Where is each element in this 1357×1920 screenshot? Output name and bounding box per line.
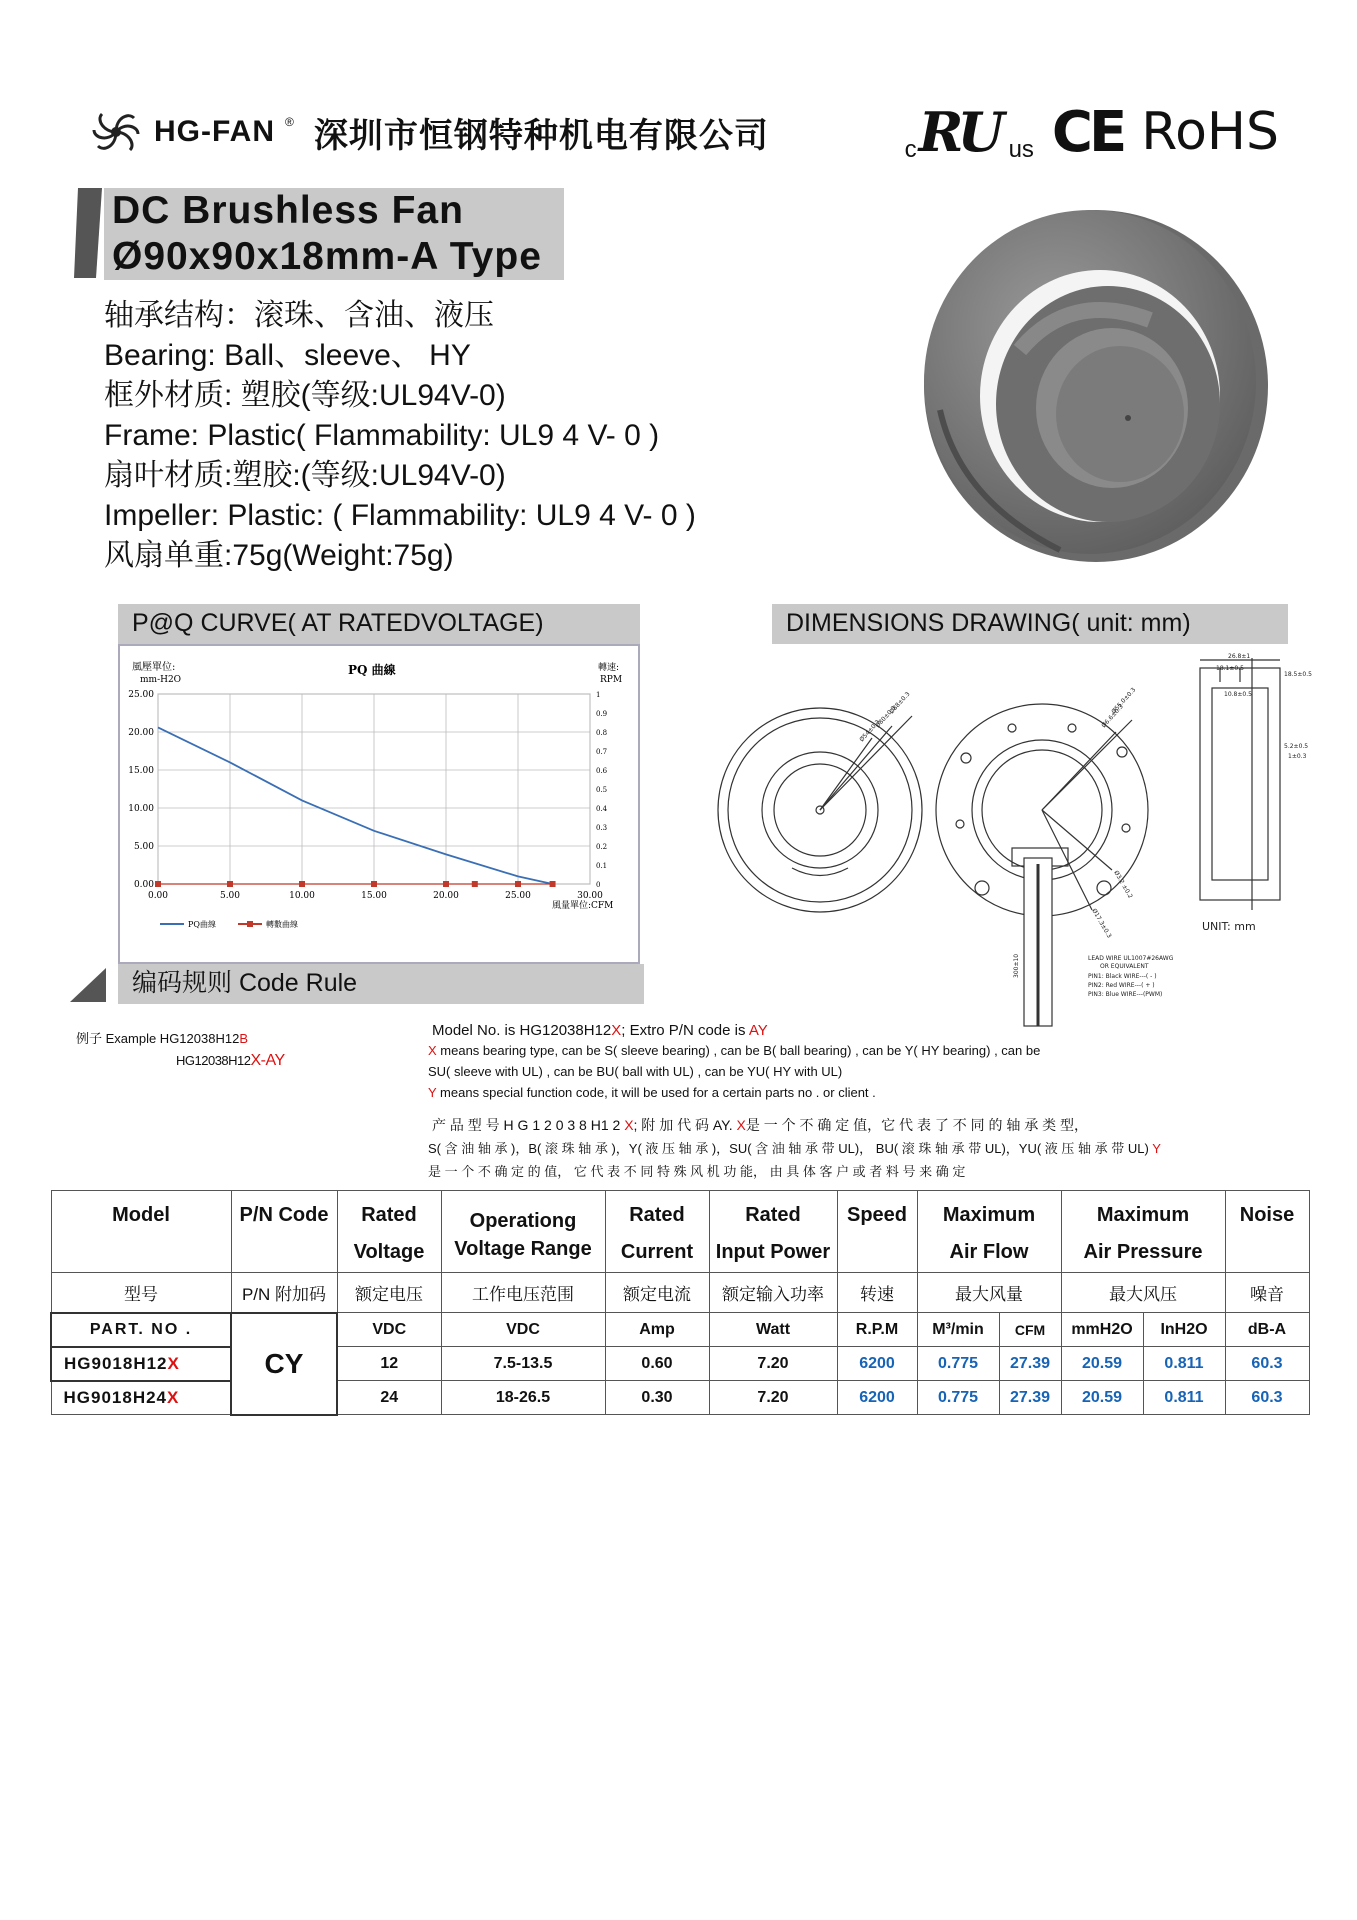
spec-bearing-cn: 轴承结构：滚珠、含油、液压: [104, 299, 494, 332]
ul-cert-icon: [905, 100, 1034, 164]
unit-vdc-range: VDC: [441, 1313, 605, 1347]
chart-y2tick-label: 0.3: [596, 824, 608, 832]
th-noise: Noise: [1225, 1191, 1309, 1273]
chart-ylabel-right: 轉速:: [598, 663, 620, 673]
cn-noise: 噪音: [1225, 1273, 1309, 1313]
example-x: B: [239, 1031, 248, 1046]
chart-ytick-label: 5.00: [133, 842, 154, 852]
cell-rpm: 6200: [837, 1347, 917, 1381]
chart-y2tick-label: 0.5: [596, 786, 608, 794]
chart-y2tick-label: 0.1: [596, 862, 608, 870]
unit-dba: dB-A: [1225, 1313, 1309, 1347]
cell-m3: 0.775: [917, 1381, 999, 1415]
th-rated-power: Rated Input Power: [709, 1191, 837, 1273]
table-cn-row: [51, 1273, 1309, 1313]
rpm-curve-point: [299, 881, 305, 887]
cn1d: 是 一 个 不 确 定 值，它 代 表 了 不 同 的 轴 承 类 型，: [745, 1117, 1089, 1133]
pn-code-cell: CY: [231, 1313, 337, 1415]
chart-y2tick-label: 0.9: [596, 710, 608, 718]
cell-inh2o: 0.811: [1143, 1347, 1225, 1381]
cell-cfm: 27.39: [999, 1347, 1061, 1381]
spec-impeller-cn: 扇叶材质:塑胶:(等级:UL94V-0): [104, 459, 506, 492]
dim-lead-length: 300±10: [1013, 953, 1020, 978]
th-model: Model: [51, 1191, 231, 1273]
chart-ytick-label: 25.00: [128, 690, 154, 700]
brand-header: [88, 100, 769, 164]
legend-marker-rpm: [247, 921, 253, 927]
th-max-airflow: Maximum Air Flow: [917, 1191, 1061, 1273]
spec-weight: 风扇单重:75g(Weight:75g): [104, 539, 454, 572]
cell-mmh2o: 20.59: [1061, 1381, 1143, 1415]
dim-top3: 10.8±0.5: [1224, 691, 1252, 698]
unit-mmh2o: mmH2O: [1061, 1313, 1143, 1347]
chart-xtick-label: 15.00: [361, 891, 387, 901]
cell-current: 0.60: [605, 1347, 709, 1381]
fan-product-image: [900, 200, 1280, 580]
unit-cfm: CFM: [999, 1313, 1061, 1347]
pq-curve-line: [158, 727, 553, 884]
lead-wire-equiv: OR EQUIVALENT: [1100, 963, 1149, 970]
th-operating-range: Operationg Voltage Range: [441, 1191, 605, 1273]
unit-part-no: PART. NO .: [51, 1313, 231, 1347]
cell-power: 7.20: [709, 1381, 837, 1415]
code-rule-triangle-icon: [70, 968, 106, 1002]
th-rated-voltage: Rated Voltage: [337, 1191, 441, 1273]
company-name: 深圳市恒钢特种机电有限公司: [313, 116, 769, 155]
pin3-spec: PIN3: Blue WIRE---(PWM): [1088, 991, 1163, 998]
spec-frame-cn: 框外材质: 塑胶(等级:UL94V-0): [104, 379, 506, 412]
dim-unit-label: UNIT: mm: [1202, 920, 1256, 933]
title-stripe-icon: [70, 188, 102, 278]
pin2-spec: PIN2: Red WIRE---( + ): [1088, 982, 1155, 989]
code-rule-header: 编码规则 Code Rule: [118, 964, 644, 1004]
cn-rated-current: 额定电流: [605, 1273, 709, 1313]
certification-marks: [905, 100, 1279, 164]
pq-chart: [120, 646, 638, 962]
code-example-2: [176, 1052, 285, 1070]
x-desc-line-2: SU( sleeve with UL) , can be BU( ball with UL) , can be YU( HY with UL): [428, 1064, 843, 1079]
part-number: HG9018H12X: [51, 1347, 231, 1381]
cell-dba: 60.3: [1225, 1347, 1309, 1381]
chart-ytick-label: 10.00: [128, 804, 154, 814]
brand-name: HG-FAN: [154, 115, 275, 148]
chart-ylabel-left-unit: mm-H2O: [140, 675, 182, 685]
ul-us: us: [1008, 136, 1034, 163]
y-desc: means special function code, it will be used for a certain parts no . or client .: [436, 1085, 876, 1100]
chart-xtick-label: 20.00: [433, 891, 459, 901]
spec-list: [104, 296, 696, 576]
spec-impeller-en: Impeller: Plastic: ( Flammability: UL9 4 V- 0 ): [104, 499, 696, 532]
cell-inh2o: 0.811: [1143, 1381, 1225, 1415]
chart-xtick-label: 25.00: [505, 891, 531, 901]
chart-xtick-label: 10.00: [289, 891, 315, 901]
cell-current: 0.30: [605, 1381, 709, 1415]
model-line-ay: AY: [748, 1022, 768, 1039]
dim-d7: Ø17.3±0.3: [1090, 907, 1113, 940]
cell-range: 18-26.5: [441, 1381, 605, 1415]
x-desc: means bearing type, can be S( sleeve bearing) , can be B( ball bearing) , can be Y( HY bearing) , can be: [436, 1043, 1041, 1058]
cn-model: 型号: [51, 1273, 231, 1313]
lead-wire-spec: LEAD WIRE UL1007#26AWG: [1088, 955, 1174, 962]
chart-xtick-label: 5.00: [219, 891, 241, 901]
chart-xlabel: 風量單位:CFM: [552, 901, 614, 911]
dimensions-header: DIMENSIONS DRAWING( unit: mm): [772, 604, 1288, 644]
cell-power: 7.20: [709, 1347, 837, 1381]
cell-range: 7.5-13.5: [441, 1347, 605, 1381]
cn-rule-line-2: [428, 1138, 1161, 1157]
spec-bearing-en: Bearing: Ball、sleeve、 HY: [104, 339, 471, 372]
chart-y2tick-label: 0.2: [596, 843, 608, 851]
th-speed: Speed: [837, 1191, 917, 1273]
dim-d4: Ø55.0±0.3: [1110, 686, 1138, 716]
cn-rated-voltage: 额定电压: [337, 1273, 441, 1313]
cn-airflow: 最大风量: [917, 1273, 1061, 1313]
chart-y2tick-label: 0.7: [596, 748, 608, 756]
table-header-row: [51, 1191, 1309, 1273]
cn2: S( 含 油 轴 承 )，B( 滚 珠 轴 承 )，Y( 液 压 轴 承 )，SU( 含 油 轴 承 带 UL)， BU( 滚 珠 轴 承 带 UL)，YU( 液 压 轴 承 带 UL): [428, 1141, 1153, 1156]
spec-frame-en: Frame: Plastic( Flammability: UL9 4 V- 0 ): [104, 419, 660, 452]
th-pn-code: P/N Code: [231, 1191, 337, 1273]
ul-c: c: [904, 136, 917, 163]
chart-ylabel-left: 風壓單位:: [132, 662, 176, 673]
unit-m3min: M³/min: [917, 1313, 999, 1347]
cell-cfm: 27.39: [999, 1381, 1061, 1415]
chart-y2tick-label: 0: [596, 881, 601, 889]
chart-y2tick-label: 0.8: [596, 729, 608, 737]
dim-d6: Ø3.2 ±0.2: [1112, 869, 1134, 900]
th-rated-current: Rated Current: [605, 1191, 709, 1273]
cn-rule-line-1: [432, 1115, 1088, 1135]
x-letter: X: [428, 1043, 437, 1058]
unit-watt: Watt: [709, 1313, 837, 1347]
cell-mmh2o: 20.59: [1061, 1347, 1143, 1381]
chart-ytick-label: 0.00: [133, 880, 154, 890]
registered-mark: ®: [285, 115, 294, 129]
ul-ru: RU: [918, 100, 999, 164]
chart-xtick-label: 30.00: [577, 891, 603, 901]
chart-legend: [160, 919, 298, 929]
unit-amp: Amp: [605, 1313, 709, 1347]
cn-pressure: 最大风压: [1061, 1273, 1225, 1313]
unit-vdc-rated: VDC: [337, 1313, 441, 1347]
legend-label-rpm: 轉數曲線: [266, 920, 298, 929]
x-desc-line: [428, 1043, 1040, 1058]
model-line-a: Model No. is HG12038H12: [432, 1022, 612, 1039]
pin1-spec: PIN1: Black WIRE---( - ): [1088, 973, 1157, 980]
model-line-b: ; Extro P/N code is: [621, 1022, 749, 1039]
cell-dba: 60.3: [1225, 1381, 1309, 1415]
rpm-curve-point: [227, 881, 233, 887]
cell-voltage: 24: [337, 1381, 441, 1415]
y-letter: Y: [428, 1085, 437, 1100]
dim-top1: 26.8±1: [1228, 653, 1251, 660]
cell-m3: 0.775: [917, 1347, 999, 1381]
chart-title: PQ 曲線: [348, 663, 396, 677]
dim-d1: Ø88±0.3: [888, 690, 912, 716]
rpm-curve-point: [515, 881, 521, 887]
cn1b: ; 附 加 代 码 AY.: [633, 1117, 737, 1133]
table-unit-row: [51, 1313, 1309, 1347]
rpm-curve-point: [550, 881, 556, 887]
model-line-x: X: [611, 1022, 622, 1039]
cn-rule-line-3: 是 一 个 不 确 定 的 值， 它 代 表 不 同 特 殊 风 机 功 能， 由 具 体 客 户 或 者 料 号 来 确 定: [428, 1164, 966, 1179]
y-desc-line: [428, 1085, 876, 1100]
chart-y2tick-label: 1: [596, 691, 601, 699]
unit-rpm: R.P.M: [837, 1313, 917, 1347]
dim-d2: Ø80±0.3: [874, 704, 898, 730]
cn-speed: 转速: [837, 1273, 917, 1313]
example2-suffix: X-AY: [250, 1052, 285, 1069]
rpm-curve-point: [443, 881, 449, 887]
title-line-1: DC Brushless Fan: [112, 189, 464, 232]
cn-pn: P/N 附加码: [231, 1273, 337, 1313]
rpm-curve-point: [472, 881, 478, 887]
dim-top2: 18.1±0.5: [1216, 665, 1244, 672]
chart-y2tick-label: 0.6: [596, 767, 608, 775]
code-example-1: [76, 1028, 248, 1047]
pq-curve-header: P@Q CURVE( AT RATEDVOLTAGE): [118, 604, 640, 644]
rpm-curve-point: [371, 881, 377, 887]
chart-ytick-label: 20.00: [128, 728, 154, 738]
part-number: HG9018H24X: [51, 1381, 231, 1415]
dim-d3: Ø54±0.3: [858, 718, 882, 744]
model-line: [432, 1022, 768, 1039]
rpm-curve-point: [155, 881, 161, 887]
cn1x: X: [624, 1117, 634, 1133]
spec-table: [50, 1190, 1310, 1416]
ce-mark: CE: [1051, 99, 1124, 165]
chart-y2tick-label: 0.4: [596, 805, 608, 813]
unit-inh2o: InH2O: [1143, 1313, 1225, 1347]
cell-voltage: 12: [337, 1347, 441, 1381]
legend-label-pq: PQ曲線: [188, 920, 216, 929]
title-line-2: Ø90x90x18mm-A Type: [112, 235, 542, 278]
chart-xtick-label: 0.00: [147, 891, 169, 901]
dim-d5: Ø6.6±0.3: [1100, 703, 1125, 730]
example-prefix: 例子 Example HG12038H12: [76, 1031, 240, 1046]
pq-chart-frame: [118, 644, 640, 964]
chart-ylabel-right-unit: RPM: [600, 675, 623, 685]
cell-rpm: 6200: [837, 1381, 917, 1415]
hgfan-logo-icon: [88, 104, 144, 160]
cn-rated-power: 额定输入功率: [709, 1273, 837, 1313]
cn1a: 产 品 型 号 H G 1 2 0 3 8 H1 2: [432, 1117, 625, 1133]
product-title: [104, 188, 564, 280]
dim-side1: 5.2±0.5: [1284, 743, 1309, 750]
cn2y: Y: [1152, 1141, 1161, 1156]
dimensions-drawing: [712, 648, 1322, 1038]
th-max-pressure: Maximum Air Pressure: [1061, 1191, 1225, 1273]
rohs-mark: RoHS: [1141, 102, 1279, 162]
cn-operating-range: 工作电压范围: [441, 1273, 605, 1313]
cn1c: X: [736, 1117, 746, 1133]
dim-top4: 18.5±0.5: [1284, 671, 1312, 678]
example2-prefix: HG12038H12: [176, 1053, 251, 1068]
dim-side2: 1±0.3: [1288, 753, 1307, 760]
chart-ytick-label: 15.00: [128, 766, 154, 776]
